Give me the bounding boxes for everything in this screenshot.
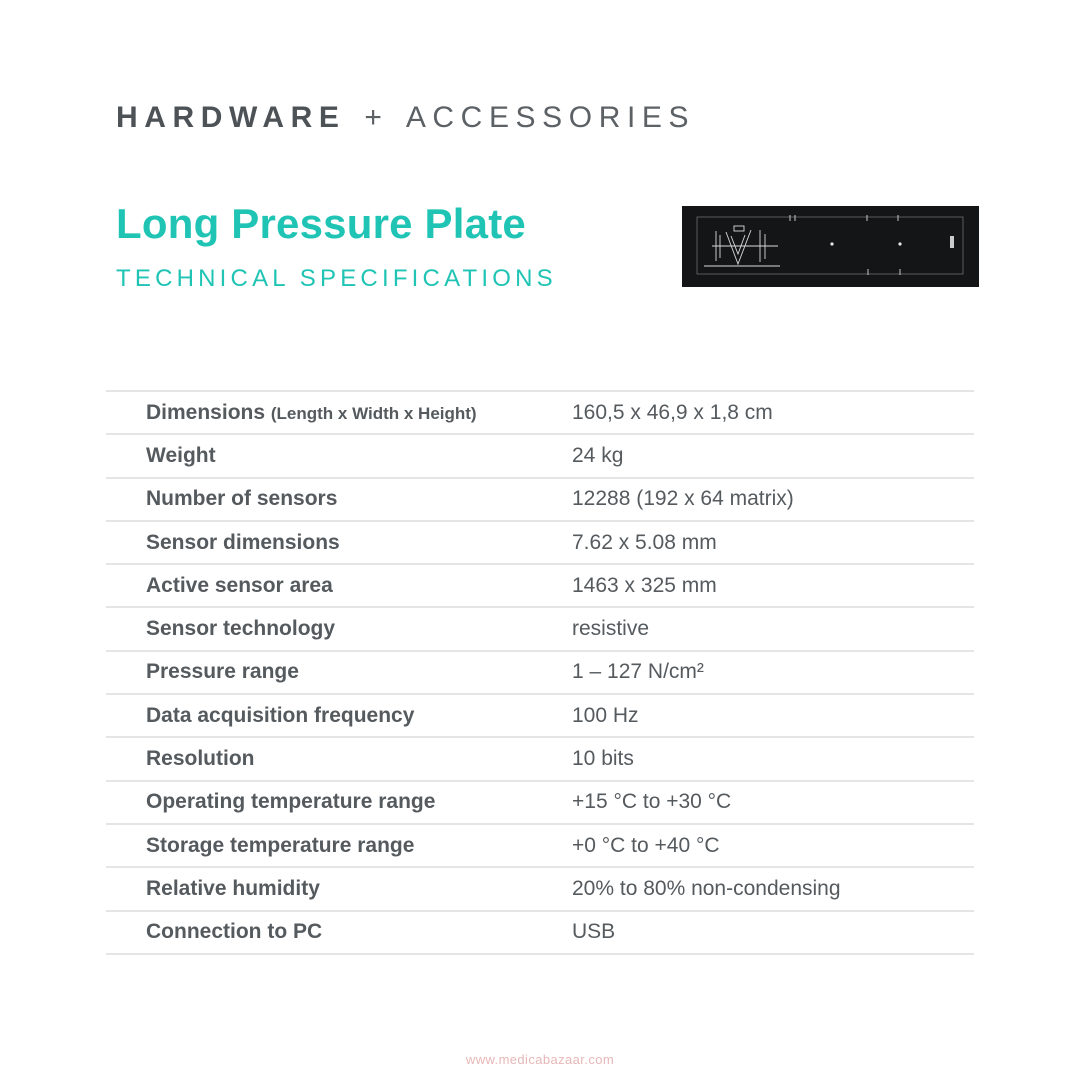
- heading-hardware: HARDWARE: [116, 101, 346, 134]
- spec-row: [106, 911, 974, 954]
- spec-value: +0 °C to +40 °C: [572, 824, 974, 867]
- spec-label: Data acquisition frequency: [106, 694, 572, 737]
- spec-row: [106, 737, 974, 780]
- spec-value: resistive: [572, 607, 974, 650]
- spec-label: [106, 391, 572, 434]
- spec-value: 10 bits: [572, 737, 974, 780]
- footer-watermark-url: www.medicabazaar.com: [465, 1052, 615, 1067]
- product-title: Long Pressure Plate: [116, 200, 526, 247]
- spec-label: Weight: [106, 434, 572, 477]
- product-subtitle: TECHNICAL SPECIFICATIONS: [116, 265, 557, 292]
- spec-row: [106, 867, 974, 910]
- pressure-plate-image: [682, 206, 979, 287]
- spec-label: Operating temperature range: [106, 781, 572, 824]
- spec-row: [106, 651, 974, 694]
- spec-value: 100 Hz: [572, 694, 974, 737]
- spec-label: Connection to PC: [106, 911, 572, 954]
- spec-label: Pressure range: [106, 651, 572, 694]
- spec-value: 1463 x 325 mm: [572, 564, 974, 607]
- spec-value: 20% to 80% non-condensing: [572, 867, 974, 910]
- spec-label: Active sensor area: [106, 564, 572, 607]
- spec-row: [106, 781, 974, 824]
- spec-value: 160,5 x 46,9 x 1,8 cm: [572, 391, 974, 434]
- spec-row: [106, 694, 974, 737]
- spec-row: [106, 607, 974, 650]
- section-heading: [116, 98, 695, 138]
- spec-label: Storage temperature range: [106, 824, 572, 867]
- spec-value: 1 – 127 N/cm²: [572, 651, 974, 694]
- spec-row: [106, 824, 974, 867]
- spec-value: 12288 (192 x 64 matrix): [572, 478, 974, 521]
- spec-label-note: (Length x Width x Height): [270, 403, 477, 423]
- spec-label: Relative humidity: [106, 867, 572, 910]
- spec-label-text: Dimensions: [146, 400, 266, 424]
- spec-value: 7.62 x 5.08 mm: [572, 521, 974, 564]
- spec-label: Number of sensors: [106, 478, 572, 521]
- heading-accessories: ACCESSORIES: [405, 101, 696, 134]
- spec-value: USB: [572, 911, 974, 954]
- spec-row: [106, 434, 974, 477]
- spec-label: Resolution: [106, 737, 572, 780]
- spec-table: [106, 390, 974, 955]
- spec-row: [106, 391, 974, 434]
- spec-value: 24 kg: [572, 434, 974, 477]
- spec-label: Sensor dimensions: [106, 521, 572, 564]
- spec-value: +15 °C to +30 °C: [572, 781, 974, 824]
- spec-label: Sensor technology: [106, 607, 572, 650]
- spec-row: [106, 521, 974, 564]
- heading-plus: +: [364, 101, 389, 134]
- spec-row: [106, 478, 974, 521]
- spec-row: [106, 564, 974, 607]
